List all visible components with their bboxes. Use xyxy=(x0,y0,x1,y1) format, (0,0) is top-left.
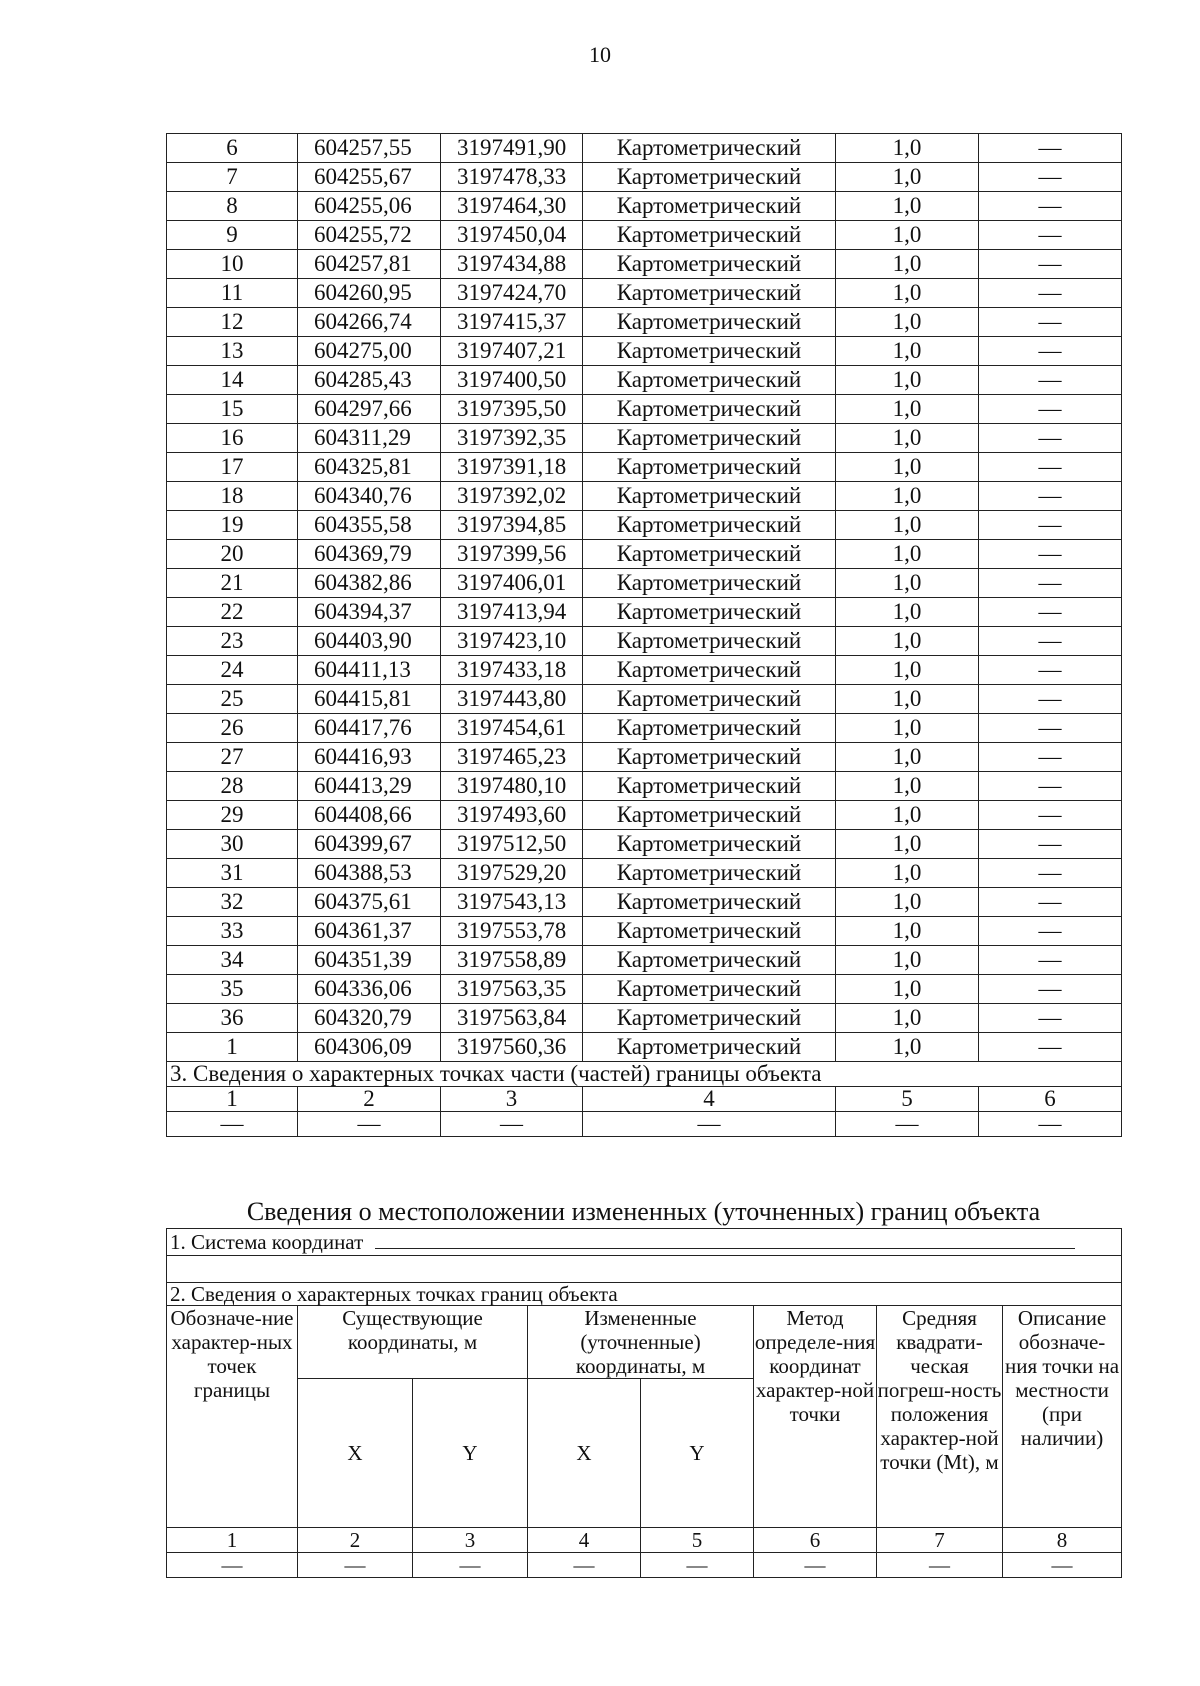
column-number-cell: 8 xyxy=(1003,1528,1122,1553)
column-number-cell: 1 xyxy=(167,1528,298,1553)
header-changed-x: X xyxy=(528,1379,641,1528)
accuracy-cell: 1,0 xyxy=(836,627,979,656)
coordinate-system-blank-line xyxy=(375,1230,1075,1249)
description-cell: — xyxy=(979,424,1122,453)
method-cell: Картометрический xyxy=(583,221,836,250)
section-3-title: 3. Сведения о характерных точках части (частей) границы объекта xyxy=(167,1062,1122,1087)
description-cell: — xyxy=(979,801,1122,830)
y-coordinate-cell: 3197413,94 xyxy=(441,598,583,627)
point-number-cell: 17 xyxy=(167,453,298,482)
table-row xyxy=(167,627,1122,656)
accuracy-cell: 1,0 xyxy=(836,250,979,279)
x-coordinate-cell: 604306,09 xyxy=(298,1033,441,1062)
method-cell: Картометрический xyxy=(583,134,836,163)
accuracy-cell: 1,0 xyxy=(836,1004,979,1033)
dash-cell: — xyxy=(298,1553,413,1578)
point-number-cell: 35 xyxy=(167,975,298,1004)
column-number-cell: 3 xyxy=(441,1087,583,1112)
changed-boundaries-title: Сведения о местоположении измененных (уточненных) границ объекта xyxy=(246,1197,1041,1226)
y-coordinate-cell: 3197553,78 xyxy=(441,917,583,946)
description-cell: — xyxy=(979,163,1122,192)
dash-cell: — xyxy=(641,1553,754,1578)
description-cell: — xyxy=(979,453,1122,482)
dash-cell: — xyxy=(836,1112,979,1137)
x-coordinate-cell: 604413,29 xyxy=(298,772,441,801)
accuracy-cell: 1,0 xyxy=(836,366,979,395)
method-cell: Картометрический xyxy=(583,366,836,395)
point-number-cell: 9 xyxy=(167,221,298,250)
x-coordinate-cell: 604311,29 xyxy=(298,424,441,453)
header-existing-x: X xyxy=(298,1379,413,1528)
y-coordinate-cell: 3197391,18 xyxy=(441,453,583,482)
method-cell: Картометрический xyxy=(583,337,836,366)
table-row xyxy=(167,975,1122,1004)
description-cell: — xyxy=(979,627,1122,656)
table-row xyxy=(167,859,1122,888)
x-coordinate-cell: 604355,58 xyxy=(298,511,441,540)
y-coordinate-cell: 3197450,04 xyxy=(441,221,583,250)
y-coordinate-cell: 3197415,37 xyxy=(441,308,583,337)
point-number-cell: 1 xyxy=(167,1033,298,1062)
description-cell: — xyxy=(979,250,1122,279)
point-number-cell: 19 xyxy=(167,511,298,540)
point-number-cell: 25 xyxy=(167,685,298,714)
column-number-cell: 5 xyxy=(836,1087,979,1112)
column-number-cell: 6 xyxy=(979,1087,1122,1112)
table-row xyxy=(167,569,1122,598)
table-row xyxy=(167,250,1122,279)
y-coordinate-cell: 3197400,50 xyxy=(441,366,583,395)
method-cell: Картометрический xyxy=(583,1004,836,1033)
table-row xyxy=(167,598,1122,627)
point-number-cell: 24 xyxy=(167,656,298,685)
x-coordinate-cell: 604415,81 xyxy=(298,685,441,714)
table-row xyxy=(167,1033,1122,1062)
header-row-1 xyxy=(167,1306,1122,1379)
table-row xyxy=(167,1004,1122,1033)
x-coordinate-cell: 604340,76 xyxy=(298,482,441,511)
description-cell: — xyxy=(979,859,1122,888)
accuracy-cell: 1,0 xyxy=(836,221,979,250)
accuracy-cell: 1,0 xyxy=(836,743,979,772)
table-row xyxy=(167,308,1122,337)
point-number-cell: 28 xyxy=(167,772,298,801)
y-coordinate-cell: 3197512,50 xyxy=(441,830,583,859)
accuracy-cell: 1,0 xyxy=(836,308,979,337)
method-cell: Картометрический xyxy=(583,163,836,192)
section-2-title: 2. Сведения о характерных точках границ объекта xyxy=(167,1283,1122,1306)
x-coordinate-cell: 604297,66 xyxy=(298,395,441,424)
x-coordinate-cell: 604320,79 xyxy=(298,1004,441,1033)
method-cell: Картометрический xyxy=(583,1033,836,1062)
y-coordinate-cell: 3197424,70 xyxy=(441,279,583,308)
description-cell: — xyxy=(979,946,1122,975)
point-number-cell: 23 xyxy=(167,627,298,656)
dash-cell: — xyxy=(754,1553,877,1578)
column-number-cell: 1 xyxy=(167,1087,298,1112)
x-coordinate-cell: 604260,95 xyxy=(298,279,441,308)
column-number-cell: 2 xyxy=(298,1087,441,1112)
y-coordinate-cell: 3197423,10 xyxy=(441,627,583,656)
y-coordinate-cell: 3197480,10 xyxy=(441,772,583,801)
y-coordinate-cell: 3197399,56 xyxy=(441,540,583,569)
method-cell: Картометрический xyxy=(583,714,836,743)
method-cell: Картометрический xyxy=(583,279,836,308)
method-cell: Картометрический xyxy=(583,395,836,424)
description-cell: — xyxy=(979,511,1122,540)
accuracy-cell: 1,0 xyxy=(836,540,979,569)
y-coordinate-cell: 3197543,13 xyxy=(441,888,583,917)
x-coordinate-cell: 604417,76 xyxy=(298,714,441,743)
dash-cell: — xyxy=(167,1553,298,1578)
accuracy-cell: 1,0 xyxy=(836,424,979,453)
dash-cell: — xyxy=(583,1112,836,1137)
table-row xyxy=(167,656,1122,685)
y-coordinate-cell: 3197392,02 xyxy=(441,482,583,511)
accuracy-cell: 1,0 xyxy=(836,453,979,482)
accuracy-cell: 1,0 xyxy=(836,801,979,830)
table-row xyxy=(167,482,1122,511)
y-coordinate-cell: 3197443,80 xyxy=(441,685,583,714)
x-coordinate-cell: 604266,74 xyxy=(298,308,441,337)
x-coordinate-cell: 604408,66 xyxy=(298,801,441,830)
table-row xyxy=(167,192,1122,221)
method-cell: Картометрический xyxy=(583,743,836,772)
table-row xyxy=(167,772,1122,801)
table-row xyxy=(167,279,1122,308)
dash-cell: — xyxy=(528,1553,641,1578)
table-row xyxy=(167,366,1122,395)
accuracy-cell: 1,0 xyxy=(836,337,979,366)
x-coordinate-cell: 604325,81 xyxy=(298,453,441,482)
accuracy-cell: 1,0 xyxy=(836,859,979,888)
table-row xyxy=(167,743,1122,772)
header-existing-coords: Существующие координаты, м xyxy=(298,1306,528,1379)
description-cell: — xyxy=(979,540,1122,569)
accuracy-cell: 1,0 xyxy=(836,917,979,946)
header-method: Метод определе-ния координат характер-ной точки xyxy=(754,1306,877,1528)
method-cell: Картометрический xyxy=(583,192,836,221)
accuracy-cell: 1,0 xyxy=(836,772,979,801)
table-row xyxy=(167,511,1122,540)
description-cell: — xyxy=(979,743,1122,772)
description-cell: — xyxy=(979,917,1122,946)
header-existing-y: Y xyxy=(413,1379,528,1528)
accuracy-cell: 1,0 xyxy=(836,163,979,192)
method-cell: Картометрический xyxy=(583,685,836,714)
point-number-cell: 29 xyxy=(167,801,298,830)
x-coordinate-cell: 604369,79 xyxy=(298,540,441,569)
coordinate-system-label: 1. Система координат xyxy=(170,1230,364,1254)
description-cell: — xyxy=(979,308,1122,337)
table-row xyxy=(167,714,1122,743)
changed-boundaries-table xyxy=(166,1228,1122,1578)
column-number-cell: 2 xyxy=(298,1528,413,1553)
point-number-cell: 31 xyxy=(167,859,298,888)
method-cell: Картометрический xyxy=(583,975,836,1004)
boundary-points-table xyxy=(166,133,1122,1137)
y-coordinate-cell: 3197563,84 xyxy=(441,1004,583,1033)
method-cell: Картометрический xyxy=(583,801,836,830)
y-coordinate-cell: 3197465,23 xyxy=(441,743,583,772)
accuracy-cell: 1,0 xyxy=(836,830,979,859)
table-row xyxy=(167,163,1122,192)
y-coordinate-cell: 3197454,61 xyxy=(441,714,583,743)
description-cell: — xyxy=(979,772,1122,801)
table-row xyxy=(167,337,1122,366)
point-number-cell: 30 xyxy=(167,830,298,859)
table-row xyxy=(167,395,1122,424)
table-row xyxy=(167,424,1122,453)
table-row xyxy=(167,917,1122,946)
x-coordinate-cell: 604411,13 xyxy=(298,656,441,685)
y-coordinate-cell: 3197406,01 xyxy=(441,569,583,598)
dash-cell: — xyxy=(413,1553,528,1578)
column-number-cell: 7 xyxy=(877,1528,1003,1553)
column-number-cell: 4 xyxy=(583,1087,836,1112)
description-cell: — xyxy=(979,221,1122,250)
method-cell: Картометрический xyxy=(583,946,836,975)
accuracy-cell: 1,0 xyxy=(836,714,979,743)
section-3-row xyxy=(167,1062,1122,1087)
description-cell: — xyxy=(979,366,1122,395)
y-coordinate-cell: 3197395,50 xyxy=(441,395,583,424)
y-coordinate-cell: 3197392,35 xyxy=(441,424,583,453)
point-number-cell: 14 xyxy=(167,366,298,395)
description-cell: — xyxy=(979,685,1122,714)
column-number-cell: 6 xyxy=(754,1528,877,1553)
dash-cell: — xyxy=(298,1112,441,1137)
x-coordinate-cell: 604255,72 xyxy=(298,221,441,250)
y-coordinate-cell: 3197493,60 xyxy=(441,801,583,830)
header-mean-error: Средняя квадрати-ческая погреш-ность положения характер-ной точки (Mt), м xyxy=(877,1306,1003,1528)
accuracy-cell: 1,0 xyxy=(836,395,979,424)
accuracy-cell: 1,0 xyxy=(836,888,979,917)
x-coordinate-cell: 604416,93 xyxy=(298,743,441,772)
y-coordinate-cell: 3197560,36 xyxy=(441,1033,583,1062)
description-cell: — xyxy=(979,569,1122,598)
method-cell: Картометрический xyxy=(583,511,836,540)
point-number-cell: 33 xyxy=(167,917,298,946)
section-3-column-numbers xyxy=(167,1087,1122,1112)
point-number-cell: 8 xyxy=(167,192,298,221)
point-number-cell: 6 xyxy=(167,134,298,163)
description-cell: — xyxy=(979,395,1122,424)
accuracy-cell: 1,0 xyxy=(836,685,979,714)
method-cell: Картометрический xyxy=(583,598,836,627)
accuracy-cell: 1,0 xyxy=(836,569,979,598)
y-coordinate-cell: 3197563,35 xyxy=(441,975,583,1004)
x-coordinate-cell: 604351,39 xyxy=(298,946,441,975)
description-cell: — xyxy=(979,714,1122,743)
accuracy-cell: 1,0 xyxy=(836,656,979,685)
method-cell: Картометрический xyxy=(583,830,836,859)
description-cell: — xyxy=(979,1004,1122,1033)
blank-row xyxy=(167,1256,1122,1283)
y-coordinate-cell: 3197558,89 xyxy=(441,946,583,975)
y-coordinate-cell: 3197478,33 xyxy=(441,163,583,192)
point-number-cell: 10 xyxy=(167,250,298,279)
accuracy-cell: 1,0 xyxy=(836,1033,979,1062)
section-3-dash-row xyxy=(167,1112,1122,1137)
y-coordinate-cell: 3197529,20 xyxy=(441,859,583,888)
dash-cell: — xyxy=(167,1112,298,1137)
table-row xyxy=(167,685,1122,714)
y-coordinate-cell: 3197433,18 xyxy=(441,656,583,685)
point-number-cell: 32 xyxy=(167,888,298,917)
dash-cell: — xyxy=(1003,1553,1122,1578)
column-number-cell: 3 xyxy=(413,1528,528,1553)
description-cell: — xyxy=(979,1033,1122,1062)
method-cell: Картометрический xyxy=(583,424,836,453)
x-coordinate-cell: 604403,90 xyxy=(298,627,441,656)
point-number-cell: 20 xyxy=(167,540,298,569)
x-coordinate-cell: 604285,43 xyxy=(298,366,441,395)
accuracy-cell: 1,0 xyxy=(836,279,979,308)
point-number-cell: 34 xyxy=(167,946,298,975)
point-number-cell: 27 xyxy=(167,743,298,772)
point-number-cell: 22 xyxy=(167,598,298,627)
header-description: Описание обозначе-ния точки на местности (при наличии) xyxy=(1003,1306,1122,1528)
description-cell: — xyxy=(979,888,1122,917)
column-number-cell: 5 xyxy=(641,1528,754,1553)
accuracy-cell: 1,0 xyxy=(836,598,979,627)
y-coordinate-cell: 3197491,90 xyxy=(441,134,583,163)
method-cell: Картометрический xyxy=(583,308,836,337)
x-coordinate-cell: 604275,00 xyxy=(298,337,441,366)
dash-cell: — xyxy=(877,1553,1003,1578)
method-cell: Картометрический xyxy=(583,888,836,917)
x-coordinate-cell: 604382,86 xyxy=(298,569,441,598)
x-coordinate-cell: 604255,06 xyxy=(298,192,441,221)
table-row xyxy=(167,134,1122,163)
coordinate-system-row xyxy=(167,1229,1122,1256)
table-row xyxy=(167,888,1122,917)
dash-cell: — xyxy=(441,1112,583,1137)
table-row xyxy=(167,453,1122,482)
point-number-cell: 7 xyxy=(167,163,298,192)
table-row xyxy=(167,830,1122,859)
table-row xyxy=(167,221,1122,250)
method-cell: Картометрический xyxy=(583,917,836,946)
x-coordinate-cell: 604257,55 xyxy=(298,134,441,163)
x-coordinate-cell: 604361,37 xyxy=(298,917,441,946)
header-changed-coords: Измененные (уточненные) координаты, м xyxy=(528,1306,754,1379)
method-cell: Картометрический xyxy=(583,250,836,279)
description-cell: — xyxy=(979,192,1122,221)
description-cell: — xyxy=(979,598,1122,627)
point-number-cell: 12 xyxy=(167,308,298,337)
point-number-cell: 36 xyxy=(167,1004,298,1033)
column-number-cell: 4 xyxy=(528,1528,641,1553)
description-cell: — xyxy=(979,975,1122,1004)
point-number-cell: 16 xyxy=(167,424,298,453)
method-cell: Картометрический xyxy=(583,453,836,482)
y-coordinate-cell: 3197464,30 xyxy=(441,192,583,221)
accuracy-cell: 1,0 xyxy=(836,946,979,975)
accuracy-cell: 1,0 xyxy=(836,482,979,511)
table-row xyxy=(167,801,1122,830)
point-number-cell: 15 xyxy=(167,395,298,424)
column-number-row xyxy=(167,1528,1122,1553)
point-number-cell: 13 xyxy=(167,337,298,366)
method-cell: Картометрический xyxy=(583,772,836,801)
description-cell: — xyxy=(979,830,1122,859)
dash-row xyxy=(167,1553,1122,1578)
section-2-row xyxy=(167,1283,1122,1306)
y-coordinate-cell: 3197434,88 xyxy=(441,250,583,279)
method-cell: Картометрический xyxy=(583,569,836,598)
header-changed-y: Y xyxy=(641,1379,754,1528)
table-row xyxy=(167,540,1122,569)
x-coordinate-cell: 604255,67 xyxy=(298,163,441,192)
header-designation: Обозначе-ние характер-ных точек границы xyxy=(167,1306,298,1528)
description-cell: — xyxy=(979,337,1122,366)
point-number-cell: 18 xyxy=(167,482,298,511)
table-row xyxy=(167,946,1122,975)
point-number-cell: 21 xyxy=(167,569,298,598)
accuracy-cell: 1,0 xyxy=(836,975,979,1004)
page-number: 10 xyxy=(589,42,611,67)
description-cell: — xyxy=(979,656,1122,685)
x-coordinate-cell: 604399,67 xyxy=(298,830,441,859)
x-coordinate-cell: 604257,81 xyxy=(298,250,441,279)
description-cell: — xyxy=(979,134,1122,163)
method-cell: Картометрический xyxy=(583,482,836,511)
y-coordinate-cell: 3197407,21 xyxy=(441,337,583,366)
y-coordinate-cell: 3197394,85 xyxy=(441,511,583,540)
point-number-cell: 11 xyxy=(167,279,298,308)
point-number-cell: 26 xyxy=(167,714,298,743)
description-cell: — xyxy=(979,482,1122,511)
method-cell: Картометрический xyxy=(583,540,836,569)
x-coordinate-cell: 604394,37 xyxy=(298,598,441,627)
description-cell: — xyxy=(979,279,1122,308)
accuracy-cell: 1,0 xyxy=(836,134,979,163)
x-coordinate-cell: 604388,53 xyxy=(298,859,441,888)
method-cell: Картометрический xyxy=(583,627,836,656)
accuracy-cell: 1,0 xyxy=(836,192,979,221)
dash-cell: — xyxy=(979,1112,1122,1137)
method-cell: Картометрический xyxy=(583,859,836,888)
method-cell: Картометрический xyxy=(583,656,836,685)
x-coordinate-cell: 604375,61 xyxy=(298,888,441,917)
accuracy-cell: 1,0 xyxy=(836,511,979,540)
x-coordinate-cell: 604336,06 xyxy=(298,975,441,1004)
